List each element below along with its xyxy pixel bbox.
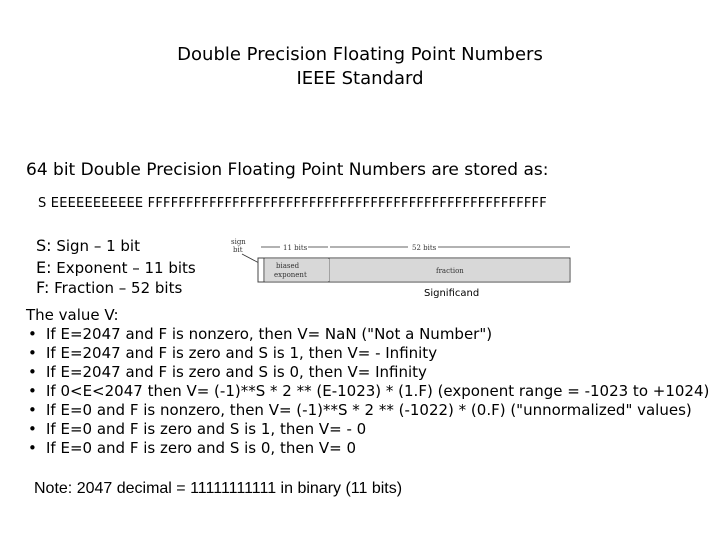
diagram-bit-label: bit bbox=[233, 246, 243, 254]
rules-heading: The value V: bbox=[26, 306, 119, 324]
list-item: • If E=0 and F is zero and S is 1, then V= - 0 bbox=[26, 420, 709, 439]
diagram-frac-bits: 52 bits bbox=[412, 244, 437, 252]
list-item: • If E=2047 and F is nonzero, then V= NaN ("Not a Number") bbox=[26, 325, 709, 344]
value-rules bbox=[26, 306, 709, 458]
bit-format-diagram bbox=[228, 236, 578, 288]
note-text: Note: 2047 decimal = 11111111111 in binary (11 bits) bbox=[34, 480, 403, 497]
diagram-exp-bits: 11 bits bbox=[283, 244, 308, 252]
diagram-biased-label: biased bbox=[276, 262, 300, 270]
field-key: F: bbox=[36, 278, 50, 297]
slide-title-line1: Double Precision Floating Point Numbers bbox=[177, 44, 543, 65]
diagram-sign-pointer bbox=[242, 254, 259, 263]
diagram-exponent-label: exponent bbox=[274, 271, 307, 279]
field-key: E: bbox=[36, 258, 52, 277]
field-desc: Exponent – 11 bits bbox=[56, 259, 196, 277]
field-key: S: bbox=[36, 236, 52, 255]
field-desc: Sign – 1 bit bbox=[56, 237, 140, 255]
field-desc: Fraction – 52 bits bbox=[54, 279, 183, 297]
list-item: • If E=2047 and F is zero and S is 1, then V= - Infinity bbox=[26, 344, 709, 363]
list-item: • If E=2047 and F is zero and S is 0, then V= Infinity bbox=[26, 363, 709, 382]
slide-title-line2: IEEE Standard bbox=[296, 68, 424, 89]
diagram-sign-label: sign bbox=[231, 238, 246, 246]
diagram-fraction-label: fraction bbox=[436, 267, 464, 275]
field-sign bbox=[36, 236, 140, 255]
intro-text: 64 bit Double Precision Floating Point Numbers are stored as: bbox=[26, 160, 549, 180]
rules-list bbox=[26, 325, 709, 458]
list-item: • If E=0 and F is zero and S is 0, then V= 0 bbox=[26, 439, 709, 458]
list-item: • If E=0 and F is nonzero, then V= (-1)**S * 2 ** (-1022) * (0.F) ("unnormalized" values) bbox=[26, 401, 709, 420]
bit-layout-text: S EEEEEEEEEEE FFFFFFFFFFFFFFFFFFFFFFFFFFFFFFFFFFFFFFFFFFFFFFFFFFFF bbox=[38, 196, 547, 211]
list-item: • If 0<E<2047 then V= (-1)**S * 2 ** (E-1023) * (1.F) (exponent range = -1023 to +1024) bbox=[26, 382, 709, 401]
field-exponent bbox=[36, 258, 196, 277]
significand-caption: Significand bbox=[424, 288, 480, 299]
field-fraction bbox=[36, 278, 182, 297]
